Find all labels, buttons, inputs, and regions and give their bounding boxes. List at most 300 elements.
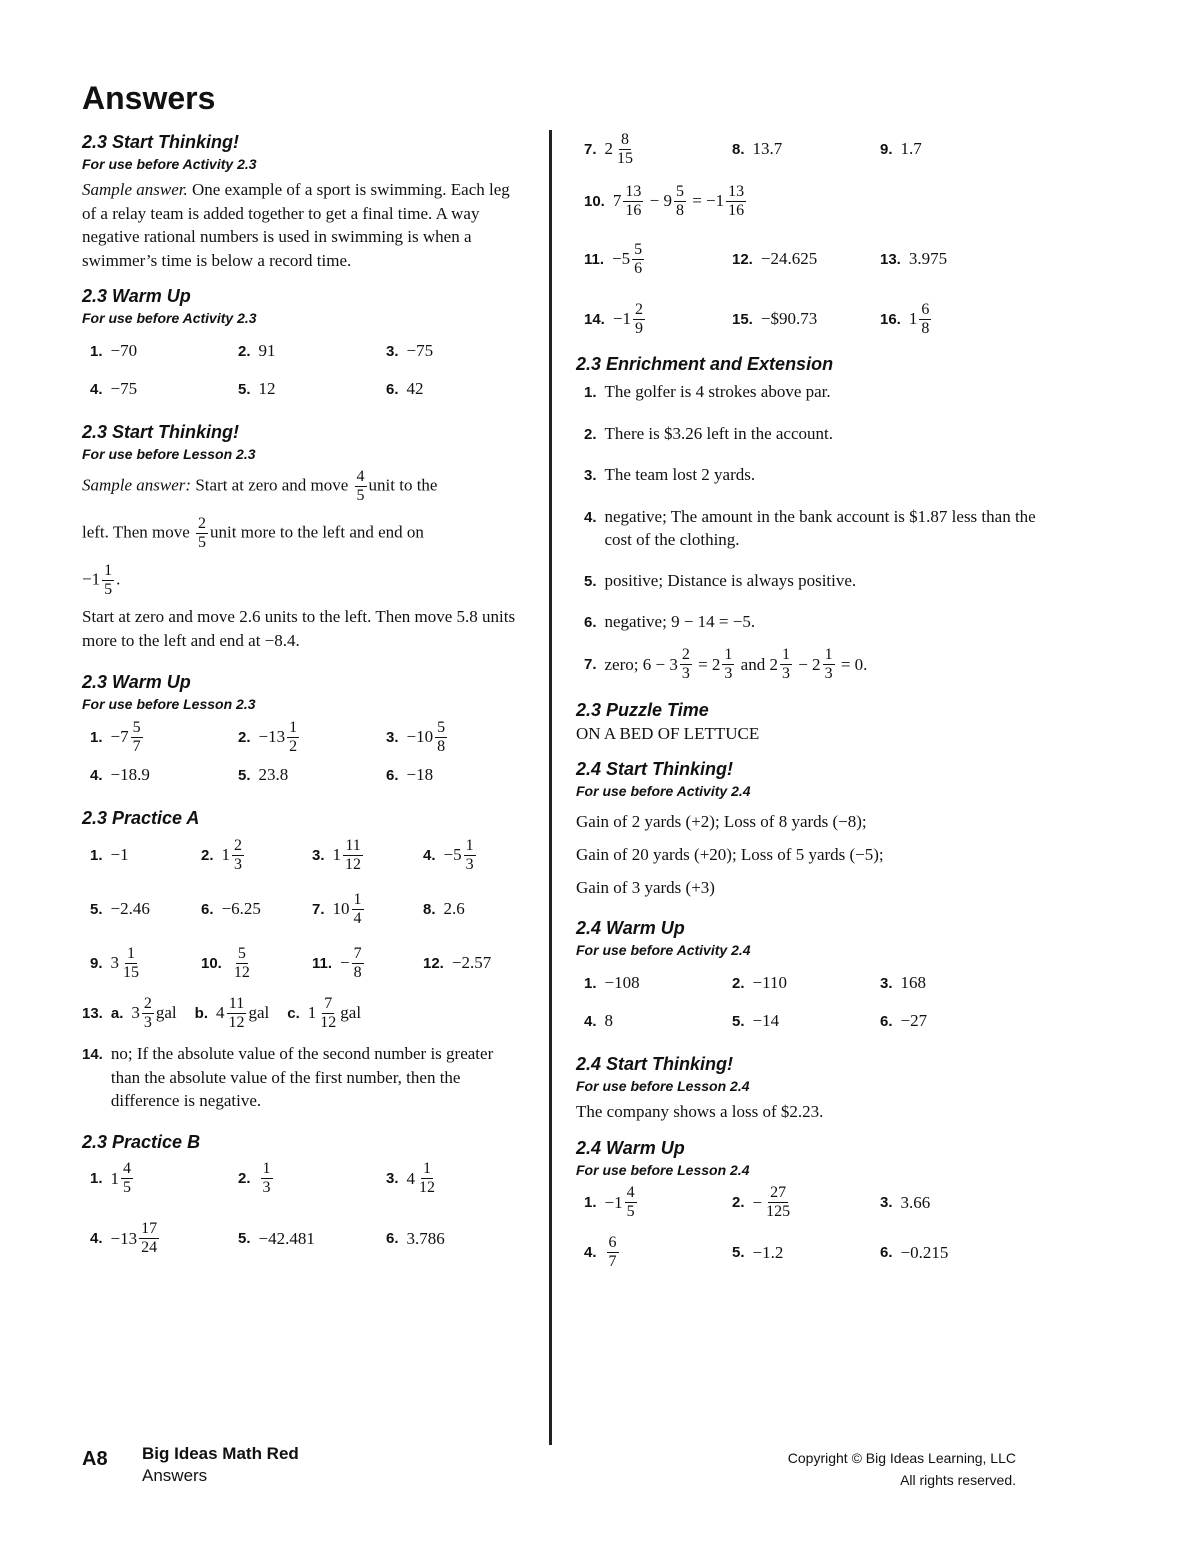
answer-text	[82, 515, 522, 552]
answer-item	[386, 370, 534, 408]
fraction	[435, 719, 447, 756]
answer-item	[238, 370, 386, 408]
answer-item	[880, 1184, 1028, 1222]
section-heading: 2.3 Enrichment and Extension	[576, 354, 834, 374]
answer-line: Gain of 3 yards (+3)	[576, 878, 715, 897]
part-label: c.	[287, 1004, 300, 1022]
whole-number: 3	[110, 953, 120, 972]
fraction	[318, 995, 338, 1032]
item-number: 6.	[386, 380, 399, 398]
rights-line: All rights reserved.	[900, 1472, 1016, 1488]
fraction	[464, 837, 476, 874]
item-number: 4.	[423, 846, 436, 864]
answer-item	[386, 1220, 534, 1258]
answer-body: − 2	[793, 654, 821, 674]
answer-value: −1.2	[752, 1242, 784, 1262]
answer-item	[201, 890, 312, 928]
list-item	[584, 610, 1036, 635]
item-number: 1.	[90, 728, 103, 746]
answer-grid	[90, 1160, 522, 1258]
answer-item	[90, 836, 201, 874]
section-start-thinking-lesson-2-4	[576, 1052, 1036, 1124]
whole-number: −1	[706, 191, 725, 210]
numerator: 2	[234, 836, 243, 854]
answer-value: 8	[604, 1011, 614, 1030]
numerator: 1	[104, 562, 113, 579]
part-label: a.	[110, 1004, 124, 1022]
answer-text: Start at zero and move 2.6 units to the left. Then move 5.8 units more to the left and end at −8.4.	[82, 607, 516, 650]
item-number: 3.	[386, 342, 399, 360]
item-number: 3.	[386, 1170, 399, 1187]
item-number: 4.	[90, 380, 103, 398]
answer-value: −110	[752, 973, 787, 992]
denominator: 2	[289, 737, 298, 755]
denominator: 15	[123, 963, 140, 981]
fraction	[674, 183, 686, 220]
list-item	[584, 463, 1036, 488]
answer-value: −75	[110, 379, 138, 398]
item-number: 16.	[880, 310, 901, 328]
fraction	[352, 945, 364, 982]
answer-body: = 2	[693, 654, 721, 674]
answer-item	[90, 1160, 238, 1198]
denominator: 6	[634, 259, 643, 277]
item-number: 3.	[880, 974, 893, 992]
denominator: 3	[465, 855, 474, 873]
answer-item	[880, 240, 1028, 278]
item-number: 3.	[880, 1194, 893, 1211]
whole-number: −5	[612, 249, 631, 268]
answer-item	[732, 1002, 880, 1040]
answer-value: 1.7	[900, 139, 922, 158]
section-subheading: For use before Lesson 2.3	[82, 446, 256, 462]
denominator: 7	[608, 1253, 617, 1270]
denominator: 5	[123, 1179, 132, 1196]
answer-value: 3.975	[908, 249, 948, 268]
answer-item	[423, 890, 534, 928]
answer-item	[732, 964, 880, 1002]
operator: =	[687, 191, 707, 210]
item-number: 12.	[732, 250, 753, 268]
item-number: 4.	[584, 1012, 597, 1030]
denominator: 3	[724, 665, 733, 682]
section-warm-up-activity-2-4	[576, 916, 1036, 1040]
fraction	[232, 945, 252, 982]
operator: −	[645, 191, 664, 210]
section-subheading: For use before Lesson 2.4	[576, 1161, 750, 1178]
fraction	[607, 1234, 619, 1271]
answer-body: = 0.	[836, 654, 868, 674]
item-number: 10.	[201, 954, 222, 972]
item-number: 5.	[90, 900, 103, 918]
fraction	[726, 183, 746, 220]
fraction	[227, 995, 247, 1032]
answer-body: unit to the	[368, 475, 438, 495]
numerator: 7	[353, 944, 362, 962]
denominator: 3	[262, 1179, 271, 1196]
numerator: 1	[781, 646, 790, 663]
section-subheading: For use before Lesson 2.3	[82, 696, 256, 712]
numerator: 4	[356, 468, 365, 485]
whole-number: 4	[216, 1003, 225, 1022]
fraction	[632, 241, 644, 278]
section-start-thinking-activity-2-3	[82, 130, 522, 272]
answer-item	[90, 718, 238, 756]
item-number: 2.	[238, 1170, 251, 1187]
denominator: 3	[143, 1013, 152, 1031]
item-number: 5.	[584, 572, 597, 590]
left-column	[82, 130, 522, 1270]
answer-item	[312, 944, 423, 982]
fraction	[139, 1220, 159, 1257]
denominator: 5	[626, 1203, 635, 1220]
answer-item	[880, 964, 1028, 1002]
denominator: 125	[766, 1203, 791, 1220]
denominator: 8	[921, 319, 930, 337]
answer-text	[82, 562, 522, 599]
item-number: 1.	[584, 1194, 597, 1211]
answer-item	[238, 1160, 386, 1198]
answer-value: −1	[110, 845, 129, 864]
answer-value: −2.57	[451, 953, 492, 972]
denominator: 4	[353, 909, 362, 927]
answer-item-10	[584, 182, 1036, 220]
answer-value: 42	[406, 379, 424, 398]
answer-value: −24.625	[760, 249, 818, 268]
fraction	[623, 183, 643, 220]
period: .	[116, 569, 121, 589]
section-warm-up-lesson-2-4	[576, 1136, 1036, 1272]
answer-item	[584, 1234, 732, 1272]
whole-number: −13	[110, 1228, 138, 1248]
answer-body: The golfer is 4 strokes above par.	[604, 382, 831, 401]
numerator: 5	[237, 944, 246, 962]
answer-body: and 2	[736, 654, 778, 674]
whole-number: 3	[131, 1003, 140, 1022]
numerator: 1	[289, 718, 298, 736]
fraction	[121, 945, 141, 982]
page-number: A8	[82, 1448, 108, 1470]
item-number: 3.	[386, 728, 399, 746]
answer-item	[238, 756, 386, 794]
answer-item	[880, 300, 1028, 338]
answer-item	[90, 370, 238, 408]
whole-number: 1	[307, 1003, 317, 1022]
fraction	[780, 646, 792, 683]
section-heading: 2.4 Warm Up	[576, 918, 685, 938]
whole-number: −7	[110, 727, 129, 746]
answer-grid	[584, 964, 1036, 1040]
section-start-thinking-activity-2-4	[576, 757, 1036, 904]
item-number: 5.	[732, 1244, 745, 1261]
item-number: 1.	[90, 342, 103, 360]
answer-body: Start at zero and move	[191, 475, 353, 495]
item-number: 11.	[584, 250, 605, 268]
answer-item	[90, 890, 201, 928]
item-number: 6.	[386, 766, 399, 784]
numerator: 11	[228, 994, 245, 1012]
answer-item	[238, 1220, 386, 1258]
whole-number: −	[340, 953, 350, 972]
sample-answer-label: Sample answer.	[82, 180, 188, 199]
denominator: 3	[781, 665, 790, 682]
answer-item	[386, 756, 534, 794]
unit: gal	[340, 1003, 362, 1022]
item-number: 7.	[584, 140, 597, 158]
item-number: 2.	[238, 728, 251, 746]
section-practice-b-continued	[576, 130, 1036, 338]
numerator: 13	[625, 182, 642, 200]
section-enrichment	[576, 352, 1036, 684]
item-number: 8.	[732, 140, 745, 158]
item-number: 2.	[238, 342, 251, 360]
numerator: 2	[681, 646, 690, 663]
item-number: 4.	[584, 508, 597, 526]
item-number: 6.	[880, 1244, 893, 1261]
item-number: 1.	[584, 974, 597, 992]
numerator: 1	[423, 1160, 432, 1177]
section-heading: 2.3 Puzzle Time	[576, 699, 709, 720]
fraction	[722, 646, 734, 683]
numerator: 1	[262, 1160, 271, 1177]
item-number: 5.	[238, 380, 251, 398]
denominator: 12	[320, 1013, 337, 1031]
section-heading: 2.3 Practice B	[82, 1131, 201, 1152]
list-item	[584, 505, 1036, 552]
fraction	[615, 131, 635, 168]
answer-value: 3.786	[406, 1228, 445, 1248]
answer-grid	[90, 836, 522, 982]
column-divider	[549, 130, 552, 1445]
section-heading: 2.3 Start Thinking!	[82, 132, 240, 152]
section-warm-up-lesson-2-3	[82, 670, 522, 794]
answer-item	[732, 1184, 880, 1222]
numerator: 2	[143, 994, 152, 1012]
answer-item	[423, 836, 534, 874]
item-number: 5.	[732, 1012, 745, 1030]
fraction	[352, 891, 364, 928]
whole-number: 2	[604, 139, 614, 158]
numerator: 27	[770, 1184, 787, 1201]
answer-value: −6.25	[221, 899, 261, 918]
item-number: 10.	[584, 192, 605, 210]
numerator: 7	[324, 994, 333, 1012]
answer-item	[880, 1234, 1028, 1272]
section-subheading: For use before Lesson 2.4	[576, 1078, 750, 1094]
section-heading: 2.3 Warm Up	[82, 286, 191, 306]
list-item	[584, 422, 1036, 447]
item-number: 1.	[90, 1170, 103, 1187]
item-number: 12.	[423, 954, 444, 972]
answer-grid	[584, 240, 1036, 278]
item-number: 9.	[90, 954, 103, 972]
item-number: 2.	[201, 846, 214, 864]
denominator: 8	[437, 737, 446, 755]
numerator: 1	[465, 836, 474, 854]
answer-grid	[90, 332, 522, 408]
item-number: 14.	[584, 310, 605, 328]
answer-value: −2.46	[110, 899, 150, 918]
answer-value: −0.215	[900, 1242, 949, 1262]
denominator: 12	[228, 1013, 245, 1031]
whole-number: 1	[110, 1168, 120, 1188]
answer-grid	[584, 300, 1036, 338]
fraction	[417, 1160, 437, 1197]
denominator: 3	[824, 665, 833, 682]
answer-item	[732, 1234, 880, 1272]
answer-value: 168	[900, 973, 927, 992]
item-number: 6.	[584, 614, 597, 631]
answer-value: −27	[900, 1011, 928, 1030]
denominator: 5	[356, 487, 365, 504]
answer-item	[880, 1002, 1028, 1040]
whole-number: 9	[663, 191, 672, 210]
answer-grid	[584, 1184, 1036, 1272]
answer-value: 12	[258, 379, 276, 398]
answer-value: 3.66	[900, 1192, 931, 1212]
fraction	[919, 301, 931, 338]
answer-item	[312, 836, 423, 874]
list-item	[584, 569, 1036, 594]
fraction	[633, 301, 645, 338]
numerator: 13	[728, 182, 745, 200]
whole-number: −1	[612, 309, 631, 328]
item-number: 6.	[386, 1230, 399, 1247]
answer-text: The company shows a loss of $2.23.	[576, 1102, 824, 1121]
numerator: 2	[634, 300, 643, 318]
answer-value: −18.9	[110, 765, 150, 784]
sample-answer-label: Sample answer:	[82, 475, 192, 495]
numerator: 1	[127, 944, 136, 962]
section-subheading: For use before Activity 2.3	[82, 310, 257, 326]
answer-value: −108	[604, 973, 640, 992]
numerator: 17	[141, 1220, 158, 1237]
list-item	[584, 380, 1036, 405]
page-title: Answers	[82, 80, 216, 116]
item-number: 3.	[312, 846, 325, 864]
unit: gal	[248, 1003, 270, 1022]
answer-item	[584, 300, 732, 338]
answer-text: ON A BED OF LETTUCE	[576, 723, 760, 743]
answer-item	[201, 836, 312, 874]
answer-item	[584, 1184, 732, 1222]
numerator: 1	[353, 890, 362, 908]
answer-body: zero; 6 − 3	[604, 654, 678, 674]
denominator: 8	[353, 963, 362, 981]
answer-value: −42.481	[258, 1228, 315, 1248]
fraction	[131, 719, 143, 756]
answer-item	[584, 1002, 732, 1040]
fraction	[142, 995, 154, 1032]
answer-item	[732, 130, 880, 168]
numerator: 5	[634, 240, 643, 258]
denominator: 12	[233, 963, 250, 981]
answer-item	[386, 718, 534, 756]
denominator: 7	[132, 737, 141, 755]
item-number: 13.	[880, 250, 901, 268]
answer-body: negative; 9 − 14 = −5.	[604, 612, 756, 631]
section-puzzle-time	[576, 698, 1036, 746]
numerator: 11	[345, 836, 361, 854]
fraction	[287, 719, 299, 756]
answer-item	[584, 130, 732, 168]
item-number: 7.	[312, 900, 325, 918]
answer-body: unit more to the left and end on	[210, 522, 424, 542]
answer-value: −70	[110, 341, 138, 360]
fraction	[355, 468, 367, 505]
answer-body: One example of a sport is swimming. Each leg of a relay team is added together to get a final time. A way negative rational numbers is used in swimming is when a swimmer’s time is below a record time.	[82, 180, 510, 270]
item-number: 11.	[312, 954, 333, 972]
answer-item	[90, 756, 238, 794]
answer-value: −14	[752, 1011, 780, 1030]
answer-item	[90, 944, 201, 982]
copyright	[788, 1447, 1016, 1491]
whole-number: 1	[908, 309, 918, 328]
item-number: 2.	[732, 974, 745, 992]
part-label: b.	[194, 1004, 208, 1022]
answer-item-13	[82, 994, 522, 1032]
item-number: 4.	[90, 1230, 103, 1247]
whole-number: 10	[332, 899, 350, 918]
fraction	[102, 562, 114, 599]
answer-body: negative; The amount in the bank account is $1.87 less than the cost of the clothing.	[604, 506, 1036, 549]
fraction	[764, 1184, 792, 1221]
answer-text	[82, 468, 522, 505]
item-number: 8.	[423, 900, 436, 918]
item-number: 1.	[90, 846, 103, 864]
whole-number: −1	[604, 1192, 623, 1212]
fraction	[232, 837, 244, 874]
answer-body: The team lost 2 yards.	[604, 465, 756, 484]
section-heading: 2.3 Warm Up	[82, 672, 191, 692]
fraction	[823, 646, 835, 683]
denominator: 16	[728, 201, 745, 219]
section-heading: 2.4 Warm Up	[576, 1137, 685, 1158]
answer-item	[238, 332, 386, 370]
answer-item	[90, 1220, 238, 1258]
numerator: 5	[675, 182, 684, 200]
numerator: 6	[608, 1234, 617, 1251]
whole-number: 4	[406, 1168, 416, 1188]
fraction	[196, 515, 208, 552]
section-practice-b	[82, 1130, 522, 1258]
answer-item	[584, 240, 732, 278]
answer-text	[82, 178, 522, 272]
whole-number: 1	[221, 845, 231, 864]
item-number: 3.	[584, 467, 597, 484]
answer-item	[584, 964, 732, 1002]
answer-item	[880, 130, 1028, 168]
answer-item-7	[584, 646, 1036, 684]
section-heading: 2.4 Start Thinking!	[576, 1054, 734, 1074]
answer-body: There is $3.26 left in the account.	[604, 423, 833, 443]
whole-number: −1	[82, 569, 101, 589]
denominator: 9	[634, 319, 643, 337]
section-subheading: For use before Activity 2.3	[82, 156, 257, 172]
section-subheading: For use before Activity 2.4	[576, 942, 751, 958]
fraction	[121, 1160, 133, 1197]
item-number: 15.	[732, 310, 753, 328]
answer-item	[732, 300, 880, 338]
answer-value: −18	[406, 765, 434, 784]
answer-value: 13.7	[752, 139, 783, 158]
item-number: 13.	[82, 1004, 103, 1022]
book-title: Big Ideas Math Red	[142, 1444, 299, 1463]
fraction	[343, 837, 363, 874]
answer-value: 23.8	[258, 765, 289, 784]
section-warm-up-activity-2-3	[82, 284, 522, 408]
answer-item-14	[82, 1042, 522, 1113]
